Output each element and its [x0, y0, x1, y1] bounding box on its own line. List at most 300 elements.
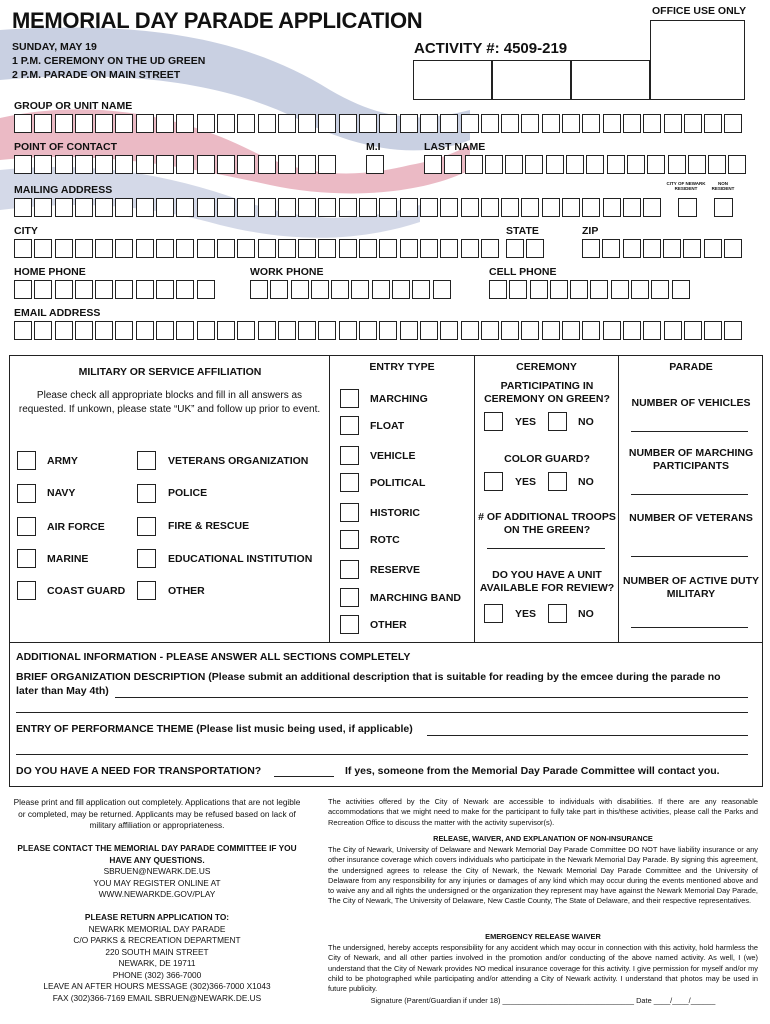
char-cell[interactable] — [461, 198, 479, 217]
char-cell[interactable] — [643, 198, 661, 217]
char-cell[interactable] — [258, 198, 276, 217]
char-cell[interactable] — [14, 321, 32, 340]
char-cell[interactable] — [55, 280, 73, 299]
char-cell[interactable] — [586, 155, 604, 174]
home-phone-label: HOME PHONE — [14, 266, 86, 278]
char-cell[interactable] — [651, 280, 669, 299]
char-cell[interactable] — [420, 198, 438, 217]
char-cell[interactable] — [75, 321, 93, 340]
marching-band-checkbox[interactable] — [340, 588, 359, 607]
char-cell[interactable] — [521, 114, 539, 133]
color-guard-no-checkbox[interactable] — [548, 472, 567, 491]
char-cell[interactable] — [237, 155, 255, 174]
parade-time: 2 P.M. PARADE ON MAIN STREET — [12, 69, 181, 81]
char-cell[interactable] — [258, 155, 276, 174]
char-cell[interactable] — [501, 321, 519, 340]
contact-email[interactable]: SBRUEN@NEWARK.DE.US — [103, 866, 211, 876]
political-checkbox[interactable] — [340, 473, 359, 492]
char-cell[interactable] — [566, 155, 584, 174]
char-cell[interactable] — [602, 239, 620, 258]
char-cell[interactable] — [542, 321, 560, 340]
char-cell[interactable] — [197, 155, 215, 174]
char-cell[interactable] — [95, 198, 113, 217]
ceremony-time: 1 P.M. CEREMONY ON THE UD GREEN — [12, 55, 206, 67]
email-label: EMAIL ADDRESS — [14, 307, 101, 319]
float-checkbox[interactable] — [340, 416, 359, 435]
char-cell[interactable] — [359, 198, 377, 217]
char-cell[interactable] — [724, 321, 742, 340]
mi-input[interactable] — [366, 155, 386, 174]
char-cell[interactable] — [684, 114, 702, 133]
char-cell[interactable] — [623, 198, 641, 217]
char-cell[interactable] — [359, 239, 377, 258]
first-name-input[interactable] — [14, 155, 339, 174]
char-cell[interactable] — [95, 239, 113, 258]
char-cell[interactable] — [298, 114, 316, 133]
ceremony-heading: CEREMONY — [516, 361, 577, 373]
char-cell[interactable] — [521, 321, 539, 340]
char-cell[interactable] — [237, 239, 255, 258]
marching-participants-input[interactable] — [631, 494, 748, 495]
city-input[interactable] — [14, 239, 501, 258]
char-cell[interactable] — [156, 239, 174, 258]
char-cell[interactable] — [481, 198, 499, 217]
char-cell[interactable] — [440, 114, 458, 133]
char-cell[interactable] — [603, 198, 621, 217]
veterans-input[interactable] — [631, 556, 748, 557]
char-cell[interactable] — [197, 114, 215, 133]
signature-line[interactable]: Signature (Parent/Guardian if under 18) ________________________________ Date ____/____/______ — [370, 996, 716, 1005]
char-cell[interactable] — [359, 321, 377, 340]
char-cell[interactable] — [75, 114, 93, 133]
char-cell[interactable] — [250, 280, 268, 299]
char-cell[interactable] — [311, 280, 329, 299]
event-date: SUNDAY, MAY 19 — [12, 41, 97, 53]
char-cell[interactable] — [339, 114, 357, 133]
char-cell[interactable] — [440, 321, 458, 340]
release-heading: RELEASE, WAIVER, AND EXPLANATION OF NON-INSURANCE — [433, 834, 653, 843]
char-cell[interactable] — [75, 155, 93, 174]
char-cell[interactable] — [485, 155, 503, 174]
non-resident-checkbox[interactable] — [714, 198, 733, 217]
char-cell[interactable] — [176, 239, 194, 258]
char-cell[interactable] — [14, 114, 32, 133]
char-cell[interactable] — [115, 198, 133, 217]
char-cell[interactable] — [623, 321, 641, 340]
review-yes-label: YES — [515, 608, 537, 620]
transport-input[interactable] — [274, 776, 334, 777]
char-cell[interactable] — [278, 198, 296, 217]
color-guard-yes-label: YES — [515, 476, 537, 488]
char-cell[interactable] — [647, 155, 665, 174]
char-cell[interactable] — [298, 321, 316, 340]
char-cell[interactable] — [14, 155, 32, 174]
char-cell[interactable] — [444, 155, 462, 174]
marching-band-label: MARCHING BAND — [370, 592, 461, 604]
char-cell[interactable] — [176, 155, 194, 174]
char-cell[interactable] — [351, 280, 369, 299]
char-cell[interactable] — [433, 280, 451, 299]
military-instructions: Please check all appropriate blocks and fill in all answers as requested. If unkown, please state “UK” and follow up prior to event. — [18, 390, 321, 415]
ceremony-yes-label: YES — [515, 416, 537, 428]
char-cell[interactable] — [156, 155, 174, 174]
char-cell[interactable] — [176, 198, 194, 217]
review-no-checkbox[interactable] — [548, 604, 567, 623]
marching-label: MARCHING — [370, 393, 428, 405]
city-label: CITY — [14, 225, 38, 237]
char-cell[interactable] — [684, 321, 702, 340]
char-cell[interactable] — [481, 239, 499, 258]
char-cell[interactable] — [379, 321, 397, 340]
unit-review-q: DO YOU HAVE A UNIT AVAILABLE FOR REVIEW? — [479, 569, 615, 594]
char-cell[interactable] — [95, 114, 113, 133]
rotc-checkbox[interactable] — [340, 530, 359, 549]
char-cell[interactable] — [34, 198, 52, 217]
theme-input-2[interactable] — [16, 754, 748, 755]
military-heading: MILITARY OR SERVICE AFFILIATION — [78, 366, 262, 378]
char-cell[interactable] — [708, 155, 726, 174]
char-cell[interactable] — [546, 155, 564, 174]
char-cell[interactable] — [278, 155, 296, 174]
char-cell[interactable] — [542, 198, 560, 217]
char-cell[interactable] — [582, 114, 600, 133]
char-cell[interactable] — [366, 155, 384, 174]
char-cell[interactable] — [663, 239, 681, 258]
last-name-label: LAST NAME — [424, 141, 486, 153]
char-cell[interactable] — [55, 198, 73, 217]
char-cell[interactable] — [704, 321, 722, 340]
transport-label: DO YOU HAVE A NEED FOR TRANSPORTATION? — [16, 765, 262, 777]
home-phone-input[interactable] — [14, 280, 217, 299]
char-cell[interactable] — [136, 321, 154, 340]
police-checkbox[interactable] — [137, 484, 156, 503]
char-cell[interactable] — [136, 114, 154, 133]
char-cell[interactable] — [672, 280, 690, 299]
char-cell[interactable] — [278, 239, 296, 258]
address-line-1: NEWARK MEMORIAL DAY PARADE — [88, 923, 226, 934]
zip-input[interactable] — [582, 239, 744, 258]
char-cell[interactable] — [611, 280, 629, 299]
char-cell[interactable] — [461, 114, 479, 133]
char-cell[interactable] — [582, 321, 600, 340]
char-cell[interactable] — [643, 114, 661, 133]
marching-checkbox[interactable] — [340, 389, 359, 408]
char-cell[interactable] — [14, 280, 32, 299]
char-cell[interactable] — [34, 239, 52, 258]
char-cell[interactable] — [14, 198, 32, 217]
char-cell[interactable] — [55, 321, 73, 340]
char-cell[interactable] — [550, 280, 568, 299]
char-cell[interactable] — [318, 155, 336, 174]
char-cell[interactable] — [95, 155, 113, 174]
veterans-org-checkbox[interactable] — [137, 451, 156, 470]
char-cell[interactable] — [75, 239, 93, 258]
historic-checkbox[interactable] — [340, 503, 359, 522]
char-cell[interactable] — [258, 239, 276, 258]
char-cell[interactable] — [440, 198, 458, 217]
char-cell[interactable] — [75, 280, 93, 299]
char-cell[interactable] — [197, 239, 215, 258]
char-cell[interactable] — [95, 280, 113, 299]
char-cell[interactable] — [379, 198, 397, 217]
active-duty-input[interactable] — [631, 627, 748, 628]
review-yes-checkbox[interactable] — [484, 604, 503, 623]
activity-number: ACTIVITY #: 4509-219 — [414, 40, 568, 57]
air-force-checkbox[interactable] — [17, 517, 36, 536]
char-cell[interactable] — [643, 239, 661, 258]
brief-description-input-2[interactable] — [16, 712, 748, 713]
color-guard-yes-checkbox[interactable] — [484, 472, 503, 491]
char-cell[interactable] — [664, 321, 682, 340]
char-cell[interactable] — [217, 321, 235, 340]
char-cell[interactable] — [481, 321, 499, 340]
char-cell[interactable] — [318, 198, 336, 217]
release-text: The City of Newark, University of Delaware and Newark Memorial Day Parade Committee DO NOT have liability insurance or any other insurance coverage which covers individuals who participate in the Newark Memorial Day Parade. By signing this agreement, the undersigned agrees to release the City of Newark, the Newark Memorial Day Parade Committee and the University of Delaware from any responsibility for any injuries or damages of any kind which may occur during the events mentioned above and to waive any and all rights the undersigned or the organization they represent may have against the Newark Memorial Day Parade, The City of Newark, The University of Delaware, New Castle County, The State of Delaware, and their respective representatives. — [328, 845, 758, 906]
char-cell[interactable] — [506, 239, 524, 258]
group-label: GROUP OR UNIT NAME — [14, 100, 133, 112]
char-cell[interactable] — [331, 280, 349, 299]
char-cell[interactable] — [298, 155, 316, 174]
navy-checkbox[interactable] — [17, 484, 36, 503]
char-cell[interactable] — [461, 321, 479, 340]
char-cell[interactable] — [197, 198, 215, 217]
char-cell[interactable] — [237, 198, 255, 217]
char-cell[interactable] — [136, 280, 154, 299]
char-cell[interactable] — [75, 198, 93, 217]
group-input[interactable] — [14, 114, 745, 133]
char-cell[interactable] — [318, 239, 336, 258]
char-cell[interactable] — [197, 321, 215, 340]
char-cell[interactable] — [34, 155, 52, 174]
char-cell[interactable] — [562, 114, 580, 133]
char-cell[interactable] — [688, 155, 706, 174]
char-cell[interactable] — [623, 239, 641, 258]
char-cell[interactable] — [582, 198, 600, 217]
char-cell[interactable] — [481, 114, 499, 133]
char-cell[interactable] — [525, 155, 543, 174]
char-cell[interactable] — [258, 321, 276, 340]
char-cell[interactable] — [603, 114, 621, 133]
char-cell[interactable] — [724, 114, 742, 133]
char-cell[interactable] — [420, 321, 438, 340]
state-label: STATE — [506, 225, 539, 237]
char-cell[interactable] — [95, 321, 113, 340]
char-cell[interactable] — [570, 280, 588, 299]
other-affiliation-checkbox[interactable] — [137, 581, 156, 600]
resident-checkbox[interactable] — [678, 198, 697, 217]
mailing-input[interactable] — [14, 198, 664, 217]
char-cell[interactable] — [156, 280, 174, 299]
emergency-text: The undersigned, hereby accepts responsibility for any accident which may occur in connection with this activity, hold harmless the City of Newark, and all other parties involved in the promotion and/or conducting of the above named activity. As well, I (we) understand that the City of Newark provides NO medical insurance coverage for this activity. I give permission for myself and/or my child to be photographed while participating and/or attending a City of Newark activity. I understand that photos may be used in future publicity. — [328, 943, 758, 994]
zip-label: ZIP — [582, 225, 599, 237]
char-cell[interactable] — [34, 321, 52, 340]
activity-box-2[interactable] — [492, 60, 571, 100]
char-cell[interactable] — [156, 321, 174, 340]
char-cell[interactable] — [115, 239, 133, 258]
char-cell[interactable] — [400, 198, 418, 217]
char-cell[interactable] — [424, 155, 442, 174]
char-cell[interactable] — [400, 321, 418, 340]
char-cell[interactable] — [115, 155, 133, 174]
char-cell[interactable] — [34, 114, 52, 133]
char-cell[interactable] — [420, 239, 438, 258]
phone-text: PHONE (302) 366-7000 — [112, 969, 202, 980]
review-no-label: NO — [578, 608, 594, 620]
email-input[interactable] — [14, 321, 745, 340]
char-cell[interactable] — [440, 239, 458, 258]
char-cell[interactable] — [668, 155, 686, 174]
char-cell[interactable] — [278, 114, 296, 133]
char-cell[interactable] — [176, 321, 194, 340]
char-cell[interactable] — [176, 114, 194, 133]
char-cell[interactable] — [728, 155, 746, 174]
vehicles-label: NUMBER OF VEHICLES — [631, 397, 751, 409]
office-use-label: OFFICE USE ONLY — [652, 5, 747, 17]
char-cell[interactable] — [14, 239, 32, 258]
char-cell[interactable] — [461, 239, 479, 258]
char-cell[interactable] — [664, 114, 682, 133]
char-cell[interactable] — [237, 114, 255, 133]
additional-troops-q: # OF ADDITIONAL TROOPS ON THE GREEN? — [478, 511, 616, 536]
char-cell[interactable] — [392, 280, 410, 299]
char-cell[interactable] — [603, 321, 621, 340]
brief-description-input-1[interactable] — [115, 697, 748, 698]
char-cell[interactable] — [412, 280, 430, 299]
char-cell[interactable] — [298, 198, 316, 217]
char-cell[interactable] — [217, 239, 235, 258]
char-cell[interactable] — [55, 239, 73, 258]
char-cell[interactable] — [339, 239, 357, 258]
reserve-label: RESERVE — [370, 564, 420, 576]
educational-checkbox[interactable] — [137, 549, 156, 568]
char-cell[interactable] — [724, 239, 742, 258]
char-cell[interactable] — [530, 280, 548, 299]
char-cell[interactable] — [359, 114, 377, 133]
other-affiliation-label: OTHER — [168, 585, 205, 597]
char-cell[interactable] — [643, 321, 661, 340]
activity-box-1[interactable] — [413, 60, 492, 100]
cell-phone-input[interactable] — [489, 280, 692, 299]
char-cell[interactable] — [115, 321, 133, 340]
char-cell[interactable] — [683, 239, 701, 258]
fire-rescue-checkbox[interactable] — [137, 517, 156, 536]
char-cell[interactable] — [501, 114, 519, 133]
last-name-input[interactable] — [424, 155, 749, 174]
char-cell[interactable] — [627, 155, 645, 174]
work-phone-input[interactable] — [250, 280, 453, 299]
marine-checkbox[interactable] — [17, 549, 36, 568]
char-cell[interactable] — [136, 198, 154, 217]
theme-input-1[interactable] — [427, 735, 748, 736]
char-cell[interactable] — [115, 114, 133, 133]
mi-label: M.I — [366, 141, 381, 153]
brief-description-label: BRIEF ORGANIZATION DESCRIPTION (Please submit an additional description that is suitable for reading by the emcee during the parade no — [16, 671, 721, 683]
activity-box-3[interactable] — [571, 60, 650, 100]
additional-troops-input[interactable] — [487, 548, 605, 549]
navy-label: NAVY — [47, 487, 76, 499]
char-cell[interactable] — [590, 280, 608, 299]
char-cell[interactable] — [318, 321, 336, 340]
char-cell[interactable] — [136, 155, 154, 174]
char-cell[interactable] — [542, 114, 560, 133]
other-entry-checkbox[interactable] — [340, 615, 359, 634]
website-link[interactable]: WWW.NEWARKDE.GOV/PLAY — [98, 889, 216, 899]
char-cell[interactable] — [400, 239, 418, 258]
char-cell[interactable] — [278, 321, 296, 340]
char-cell[interactable] — [55, 114, 73, 133]
char-cell[interactable] — [339, 198, 357, 217]
char-cell[interactable] — [379, 239, 397, 258]
entry-heading: ENTRY TYPE — [369, 361, 435, 373]
char-cell[interactable] — [217, 114, 235, 133]
char-cell[interactable] — [156, 114, 174, 133]
resident-label: CITY OF NEWARK RESIDENT — [666, 181, 706, 191]
char-cell[interactable] — [704, 114, 722, 133]
char-cell[interactable] — [372, 280, 390, 299]
char-cell[interactable] — [339, 321, 357, 340]
char-cell[interactable] — [197, 280, 215, 299]
char-cell[interactable] — [465, 155, 483, 174]
contact-heading: PLEASE CONTACT THE MEMORIAL DAY PARADE COMMITTEE IF YOU HAVE ANY QUESTIONS. — [17, 843, 297, 865]
char-cell[interactable] — [489, 280, 507, 299]
event-info — [12, 40, 205, 82]
char-cell[interactable] — [298, 239, 316, 258]
char-cell[interactable] — [501, 198, 519, 217]
return-address — [10, 912, 304, 1004]
char-cell[interactable] — [318, 114, 336, 133]
coast-guard-label: COAST GUARD — [47, 585, 126, 597]
char-cell[interactable] — [217, 198, 235, 217]
char-cell[interactable] — [400, 114, 418, 133]
fire-rescue-label: FIRE & RESCUE — [168, 520, 250, 532]
char-cell[interactable] — [607, 155, 625, 174]
ceremony-yes-checkbox[interactable] — [484, 412, 503, 431]
char-cell[interactable] — [521, 198, 539, 217]
char-cell[interactable] — [631, 280, 649, 299]
float-label: FLOAT — [370, 420, 405, 432]
coast-guard-checkbox[interactable] — [17, 581, 36, 600]
char-cell[interactable] — [562, 198, 580, 217]
char-cell[interactable] — [562, 321, 580, 340]
char-cell[interactable] — [582, 239, 600, 258]
ceremony-no-checkbox[interactable] — [548, 412, 567, 431]
char-cell[interactable] — [217, 155, 235, 174]
char-cell[interactable] — [270, 280, 288, 299]
char-cell[interactable] — [526, 239, 544, 258]
char-cell[interactable] — [115, 280, 133, 299]
char-cell[interactable] — [34, 280, 52, 299]
reserve-checkbox[interactable] — [340, 560, 359, 579]
char-cell[interactable] — [258, 114, 276, 133]
char-cell[interactable] — [55, 155, 73, 174]
char-cell[interactable] — [505, 155, 523, 174]
char-cell[interactable] — [420, 114, 438, 133]
army-checkbox[interactable] — [17, 451, 36, 470]
char-cell[interactable] — [623, 114, 641, 133]
char-cell[interactable] — [509, 280, 527, 299]
char-cell[interactable] — [379, 114, 397, 133]
char-cell[interactable] — [176, 280, 194, 299]
char-cell[interactable] — [704, 239, 722, 258]
vehicles-input[interactable] — [631, 431, 748, 432]
char-cell[interactable] — [136, 239, 154, 258]
char-cell[interactable] — [237, 321, 255, 340]
air-force-label: AIR FORCE — [47, 521, 105, 533]
char-cell[interactable] — [291, 280, 309, 299]
char-cell[interactable] — [156, 198, 174, 217]
state-input[interactable] — [506, 239, 547, 258]
vehicle-checkbox[interactable] — [340, 446, 359, 465]
